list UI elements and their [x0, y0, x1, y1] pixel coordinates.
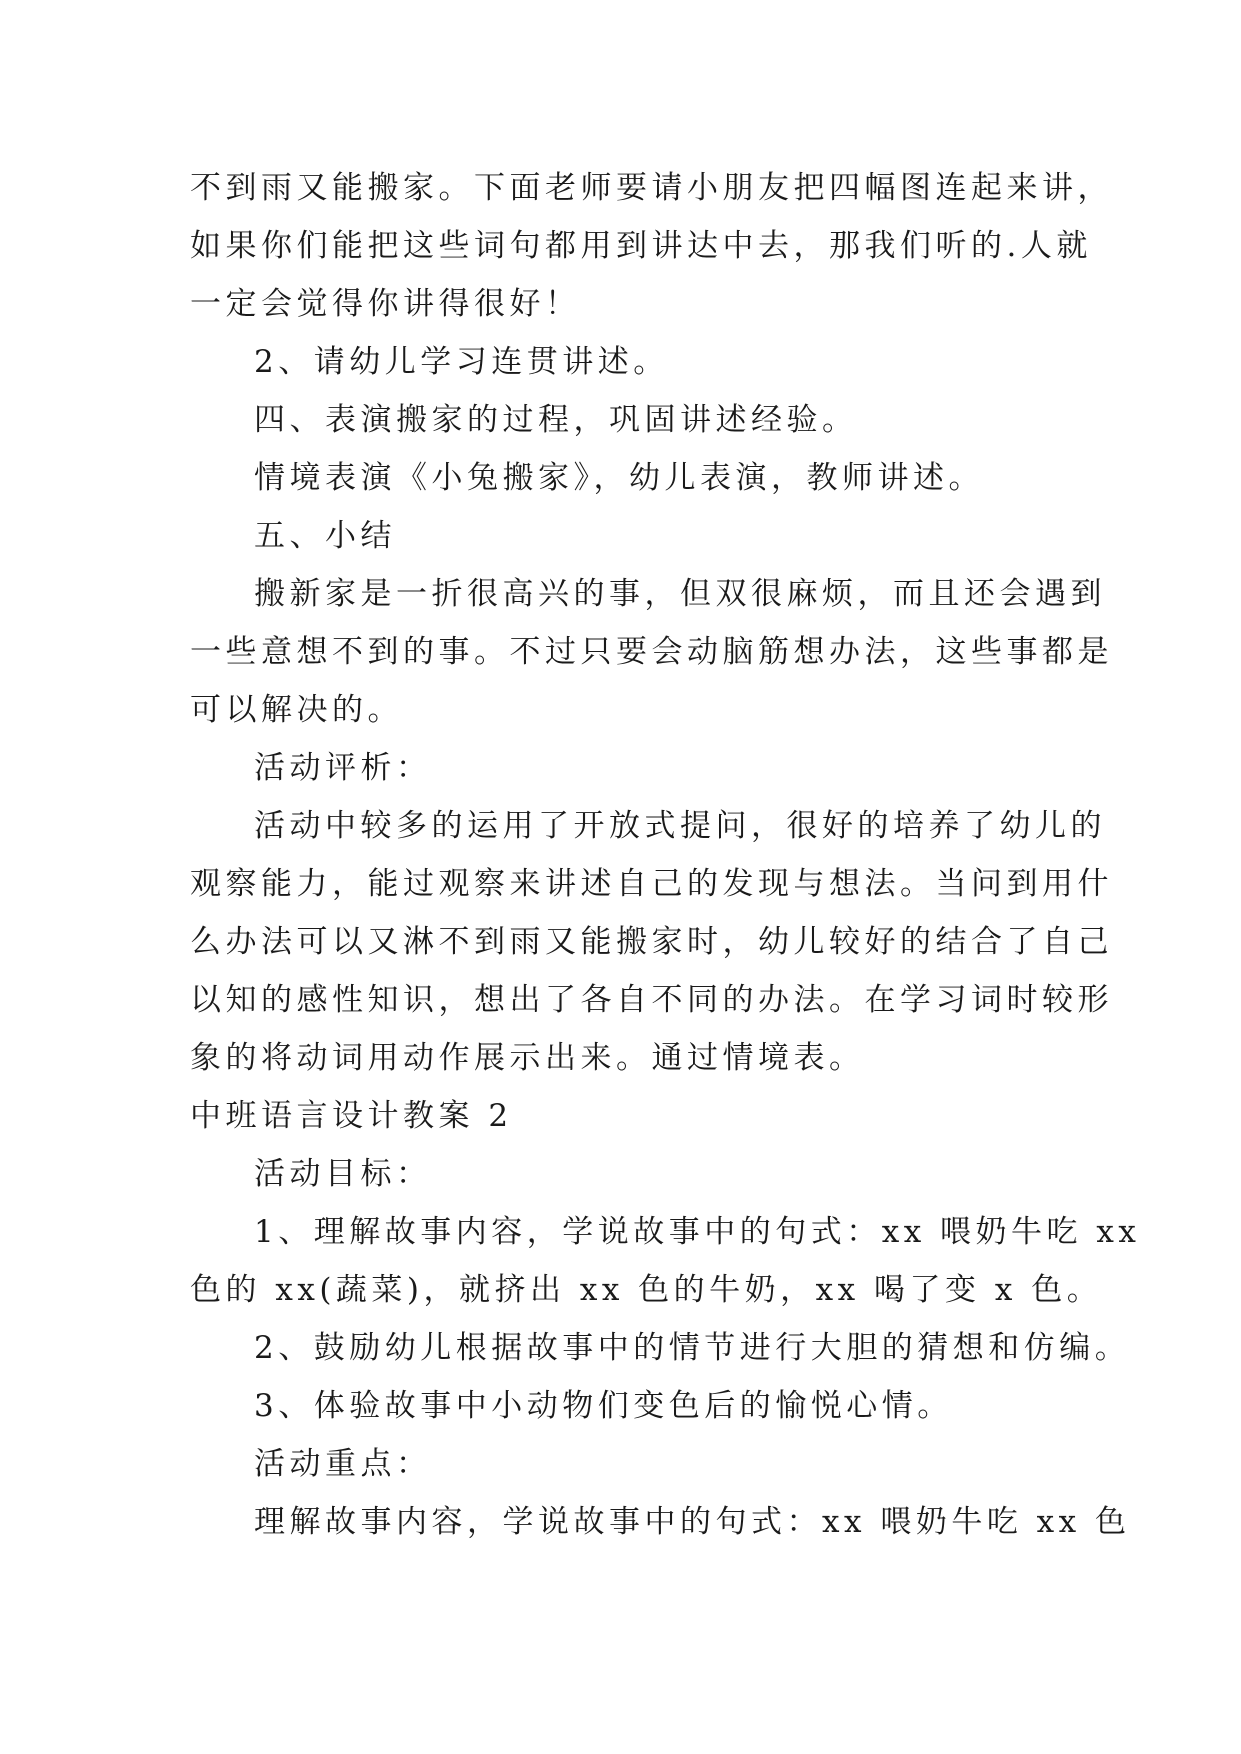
section-heading: 五、小结 [254, 518, 396, 554]
document-subtitle: 中班语言设计教案 2 [190, 1098, 513, 1134]
text-line: 色的 xx(蔬菜)，就挤出 xx 色的牛奶，xx 喝了变 x 色。 [190, 1272, 1103, 1308]
section-heading: 四、表演搬家的过程，巩固讲述经验。 [254, 402, 858, 438]
text-line: 活动中较多的运用了开放式提问，很好的培养了幼儿的 [254, 808, 1106, 844]
text-line: 么办法可以又淋不到雨又能搬家时，幼儿较好的结合了自己 [190, 924, 1113, 960]
text-line: 以知的感性知识，想出了各自不同的办法。在学习词时较形 [190, 982, 1113, 1018]
text-line: 2、请幼儿学习连贯讲述。 [254, 344, 669, 380]
text-line: 象的将动词用动作展示出来。通过情境表。 [190, 1040, 865, 1076]
text-line: 一定会觉得你讲得很好！ [190, 286, 581, 322]
text-line: 1、理解故事内容，学说故事中的句式：xx 喂奶牛吃 xx [254, 1214, 1141, 1250]
text-line: 一些意想不到的事。不过只要会动脑筋想办法，这些事都是 [190, 634, 1113, 670]
text-line: 理解故事内容，学说故事中的句式：xx 喂奶牛吃 xx 色 [254, 1504, 1131, 1540]
text-line: 情境表演《小兔搬家》，幼儿表演，教师讲述。 [254, 460, 984, 496]
text-line: 如果你们能把这些词句都用到讲达中去，那我们听的.人就 [190, 228, 1092, 264]
text-line: 可以解决的。 [190, 692, 403, 728]
text-line: 搬新家是一折很高兴的事，但双很麻烦，而且还会遇到 [254, 576, 1106, 612]
section-heading: 活动重点： [254, 1446, 432, 1482]
section-heading: 活动目标： [254, 1156, 432, 1192]
section-heading: 活动评析： [254, 750, 432, 786]
text-line: 3、体验故事中小动物们变色后的愉悦心情。 [254, 1388, 953, 1424]
text-line: 不到雨又能搬家。下面老师要请小朋友把四幅图连起来讲， [190, 170, 1113, 206]
text-line: 观察能力，能过观察来讲述自己的发现与想法。当问到用什 [190, 866, 1113, 902]
text-line: 2、鼓励幼儿根据故事中的情节进行大胆的猜想和仿编。 [254, 1330, 1131, 1366]
